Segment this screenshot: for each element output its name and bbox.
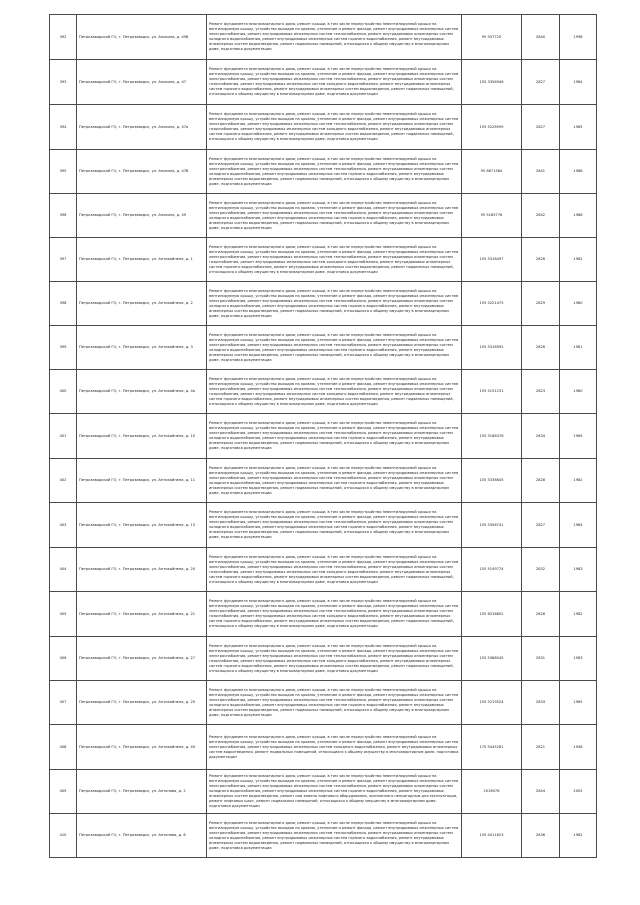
row-cost: 175 5445281 (462, 725, 522, 770)
row-code: 2836 (522, 814, 560, 858)
table-row (50, 282, 597, 326)
table-row (50, 814, 597, 858)
row-code: 2833 (522, 681, 560, 725)
row-works: Ремонт фундамента многоквартирного дома, ремонт крыши, в том числе переустройство невентилируемой крыши на вентилируемую крышу, устройство выходов на кровлю, утепление и ремонт фасада, ремонт внутридомовых инженерных систем электроснабжения, ремонт внутридомовых инженерных систем теплоснабжения, ремонт внутридомовых инженерных систем холодного водоснабжения, ремонт внутридомовых инженерных систем горячего водоснабжения, ремонт внутридомовых инженерных систем водоотведения, ремонт подвальных помещений, относящихся к общему имуществу в многоквартирном доме, подготовка документации (207, 414, 462, 459)
row-number: 400 (50, 370, 77, 414)
row-number: 404 (50, 548, 77, 592)
row-number: 401 (50, 414, 77, 459)
table-row (50, 770, 597, 814)
repair-program-table (49, 14, 597, 858)
row-address: Петрозаводский ГО, г. Петрозаводск, ул. Анохина, д. 47 (77, 60, 207, 105)
row-works: Ремонт фундамента многоквартирного дома, ремонт крыши, в том числе переустройство невентилируемой крыши на вентилируемую крышу, устройство выходов на кровлю, утепление и ремонт фасада, ремонт внутридомовых инженерных систем электроснабжения, ремонт внутридомовых инженерных систем теплоснабжения, ремонт внутридомовых инженерных систем холодного водоснабжения, ремонт внутридомовых инженерных систем горячего водоснабжения, ремонт внутридомовых инженерных систем водоотведения, ремонт подвальных помещений, относящихся к общему имуществу в многоквартирном доме, подготовка документации (207, 503, 462, 548)
table-body (50, 15, 597, 858)
row-works: Ремонт фундамента многоквартирного дома, ремонт крыши, в том числе переустройство невентилируемой крыши на вентилируемую крышу, устройство выходов на кровлю, утепление и ремонт фасада, ремонт внутридомовых инженерных систем электроснабжения, ремонт внутридомовых инженерных систем теплоснабжения, ремонт внутридомовых инженерных систем газоснабжения, ремонт внутридомовых инженерных систем холодного водоснабжения, ремонт внутридомовых инженерных систем горячего водоснабжения, ремонт внутридомовых инженерных систем водоотведения, ремонт подвальных помещений, относящихся к общему имуществу в многоквартирном доме, подготовка документации (207, 548, 462, 592)
row-number: 398 (50, 282, 77, 326)
row-cost: 155 5316497 (462, 238, 522, 282)
row-code: 2826 (522, 326, 560, 370)
row-address: Петрозаводский ГО, г. Петрозаводск, ул. Антикайнена, д. 10 (77, 414, 207, 459)
row-cost: 155 5219524 (462, 681, 522, 725)
row-address: Петрозаводский ГО, г. Петрозаводск, ул. Антикайнена, д. 1 (77, 238, 207, 282)
row-cost: 155 4411623 (462, 814, 522, 858)
table-row (50, 503, 597, 548)
row-works: Ремонт фундамента многоквартирного дома, ремонт крыши, в том числе переустройство невентилируемой крыши на вентилируемую крышу, устройство выходов на кровлю, утепление и ремонт фасада, ремонт внутридомовых инженерных систем электроснабжения, ремонт внутридомовых инженерных систем теплоснабжения, ремонт внутридомовых инженерных систем холодного водоснабжения, ремонт внутридомовых инженерных систем горячего водоснабжения, ремонт внутридомовых инженерных систем водоотведения, ремонт подвальных помещений, относящихся к общему имуществу в многоквартирном доме, подготовка документации (207, 150, 462, 194)
row-works: Ремонт фундамента многоквартирного дома, ремонт крыши, в том числе переустройство невентилируемой крыши на вентилируемую крышу, устройство выходов на кровлю, утепление и ремонт фасада, ремонт внутридомовых инженерных систем электроснабжения, ремонт внутридомовых инженерных систем холодного водоснабжения, ремонт внутридомовых инженерных систем водоотведения, ремонт подвальных помещений, относящихся к общему имуществу в многоквартирном доме, подготовка документации (207, 725, 462, 770)
row-code: 2826 (522, 238, 560, 282)
row-works: Ремонт фундамента многоквартирного дома, ремонт крыши, в том числе переустройство невентилируемой крыши на вентилируемую крышу, устройство выходов на кровлю, утепление и ремонт фасада, ремонт внутридомовых инженерных систем электроснабжения, ремонт внутридомовых инженерных систем теплоснабжения, ремонт внутридомовых инженерных систем холодного водоснабжения, ремонт внутридомовых инженерных систем горячего водоснабжения, ремонт внутридомовых инженерных систем водоотведения, ремонт подвальных помещений, относящихся к общему имуществу в многоквартирном доме, подготовка документации (207, 681, 462, 725)
row-address: Петрозаводский ГО, г. Петрозаводск, ул. Антикайнена, д. 49 (77, 725, 207, 770)
table-row (50, 60, 597, 105)
row-year: 1984 (560, 503, 597, 548)
row-year: 1983 (560, 637, 597, 681)
row-year: 1982 (560, 459, 597, 503)
row-cost: 155 5149774 (462, 548, 522, 592)
row-code: 2841 (522, 150, 560, 194)
row-number: 410 (50, 814, 77, 858)
row-works: Ремонт фундамента многоквартирного дома, ремонт крыши, в том числе переустройство невентилируемой крыши на вентилируемую крышу, устройство выходов на кровлю, утепление и ремонт фасада, ремонт внутридомовых инженерных систем электроснабжения, ремонт внутридомовых инженерных систем теплоснабжения, ремонт внутридомовых инженерных систем холодного водоснабжения, ремонт внутридомовых инженерных систем горячего водоснабжения, ремонт внутридомовых инженерных систем водоотведения, ремонт подвальных помещений, относящихся к общему имуществу в многоквартирном доме, подготовка документации (207, 15, 462, 60)
row-year: 1965 (560, 681, 597, 725)
row-address: Петрозаводский ГО, г. Петрозаводск, ул. Анохина, д. 47а (77, 105, 207, 150)
row-address: Петрозаводский ГО, г. Петрозаводск, ул. Антикайнена, д. 2 (77, 282, 207, 326)
table-row (50, 592, 597, 637)
row-code: 2828 (522, 459, 560, 503)
row-number: 405 (50, 592, 77, 637)
row-cost: 155 5221475 (462, 282, 522, 326)
row-year: 1965 (560, 414, 597, 459)
row-cost: 155 3356946 (462, 60, 522, 105)
row-number: 407 (50, 681, 77, 725)
table-row (50, 15, 597, 60)
row-works: Ремонт фундамента многоквартирного дома, ремонт крыши, в том числе переустройство невентилируемой крыши на вентилируемую крышу, устройство выходов на кровлю, утепление и ремонт фасада, ремонт внутридомовых инженерных систем электроснабжения, ремонт внутридомовых инженерных систем теплоснабжения, ремонт внутридомовых инженерных систем холодного водоснабжения, ремонт внутридомовых инженерных систем горячего водоснабжения, ремонт внутридомовых инженерных систем водоотведения, ремонт подвальных помещений, относящихся к общему имуществу в многоквартирном доме, подготовка документации (207, 282, 462, 326)
row-year: 1998 (560, 15, 597, 60)
row-code: 2831 (522, 637, 560, 681)
row-cost: 95 5185776 (462, 194, 522, 238)
row-year: 1986 (560, 150, 597, 194)
row-year: 1980 (560, 282, 597, 326)
row-cost: 155 5336845 (462, 459, 522, 503)
row-address: Петрозаводский ГО, г. Петрозаводск, ул. Антикайнена, д. 4а (77, 370, 207, 414)
row-works: Ремонт фундамента многоквартирного дома, ремонт крыши, в том числе переустройство невентилируемой крыши на вентилируемую крышу, устройство выходов на кровлю, утепление и ремонт фасада, ремонт внутридомовых инженерных систем электроснабжения, ремонт внутридомовых инженерных систем теплоснабжения, ремонт внутридомовых инженерных систем холодного водоснабжения, ремонт внутридомовых инженерных систем горячего водоснабжения, ремонт внутридомовых инженерных систем водоотведения, ремонт подвальных помещений, относящихся к общему имуществу в многоквартирном доме, подготовка документации (207, 194, 462, 238)
table-row (50, 414, 597, 459)
row-year: 1948 (560, 725, 597, 770)
row-address: Петрозаводский ГО, г. Петрозаводск, ул. Антикайнена, д. 20 (77, 548, 207, 592)
row-address: Петрозаводский ГО, г. Петрозаводск, ул. Антикайнена, д. 27 (77, 637, 207, 681)
row-works: Ремонт фундамента многоквартирного дома, ремонт крыши, в том числе переустройство невентилируемой крыши на вентилируемую крышу, устройство выходов на кровлю, утепление и ремонт фасада, ремонт внутридомовых инженерных систем электроснабжения, ремонт внутридомовых инженерных систем теплоснабжения, ремонт внутридомовых инженерных систем холодного водоснабжения, ремонт внутридомовых инженерных систем горячего водоснабжения, ремонт внутридомовых инженерных систем водоотведения, ремонт или замена лифтового оборудования, признанного непригодным для эксплуатации, ремонт лифтовых шахт, ремонт подвальных помещений, относящихся к общему имуществу в многоквартирном доме, подготовка документации (207, 770, 462, 814)
row-address: Петрозаводский ГО, г. Петрозаводск, ул. Антонова, д. 2 (77, 770, 207, 814)
row-works: Ремонт фундамента многоквартирного дома, ремонт крыши, в том числе переустройство невентилируемой крыши на вентилируемую крышу, устройство выходов на кровлю, утепление и ремонт фасада, ремонт внутридомовых инженерных систем электроснабжения, ремонт внутридомовых инженерных систем теплоснабжения, ремонт внутридомовых инженерных систем газоснабжения, ремонт внутридомовых инженерных систем холодного водоснабжения, ремонт внутридомовых инженерных систем горячего водоснабжения, ремонт внутридомовых инженерных систем водоотведения, ремонт подвальных помещений, относящихся к общему имуществу в многоквартирном доме, подготовка документации (207, 238, 462, 282)
row-code: 2834 (522, 414, 560, 459)
row-year: 1982 (560, 592, 597, 637)
row-cost: 155 5368045 (462, 637, 522, 681)
row-cost: 95 937725 (462, 15, 522, 60)
row-works: Ремонт фундамента многоквартирного дома, ремонт крыши, в том числе переустройство невентилируемой крыши на вентилируемую крышу, устройство выходов на кровлю, утепление и ремонт фасада, ремонт внутридомовых инженерных систем электроснабжения, ремонт внутридомовых инженерных систем теплоснабжения, ремонт внутридомовых инженерных систем газоснабжения, ремонт внутридомовых инженерных систем холодного водоснабжения, ремонт внутридомовых инженерных систем горячего водоснабжения, ремонт внутридомовых инженерных систем водоотведения, ремонт подвальных помещений, относящихся к общему имуществу в многоквартирном доме, подготовка документации (207, 105, 462, 150)
row-address: Петрозаводский ГО, г. Петрозаводск, ул. Анохина, д. 49 (77, 194, 207, 238)
row-cost: 155 5168376 (462, 414, 522, 459)
table-row (50, 459, 597, 503)
row-year: 1984 (560, 60, 597, 105)
table-row (50, 725, 597, 770)
row-number: 393 (50, 60, 77, 105)
table-row (50, 681, 597, 725)
row-number: 396 (50, 194, 77, 238)
row-year: 1985 (560, 105, 597, 150)
row-works: Ремонт фундамента многоквартирного дома, ремонт крыши, в том числе переустройство невентилируемой крыши на вентилируемую крышу, устройство выходов на кровлю, утепление и ремонт фасада, ремонт внутридомовых инженерных систем электроснабжения, ремонт внутридомовых инженерных систем теплоснабжения, ремонт внутридомовых инженерных систем газоснабжения, ремонт внутридомовых инженерных систем холодного водоснабжения, ремонт внутридомовых инженерных систем горячего водоснабжения, ремонт внутридомовых инженерных систем водоотведения, ремонт подвальных помещений, относящихся к общему имуществу в многоквартирном доме, подготовка документации (207, 60, 462, 105)
row-number: 397 (50, 238, 77, 282)
row-address: Петрозаводский ГО, г. Петрозаводск, ул. Антонова, д. 6 (77, 814, 207, 858)
table-row (50, 105, 597, 150)
row-code: 2842 (522, 194, 560, 238)
table-row (50, 150, 597, 194)
row-year: 1986 (560, 194, 597, 238)
row-code: 2827 (522, 105, 560, 150)
row-number: 402 (50, 459, 77, 503)
table-row (50, 326, 597, 370)
row-works: Ремонт фундамента многоквартирного дома, ремонт крыши, в том числе переустройство невентилируемой крыши на вентилируемую крышу, устройство выходов на кровлю, утепление и ремонт фасада, ремонт внутридомовых инженерных систем электроснабжения, ремонт внутридомовых инженерных систем теплоснабжения, ремонт внутридомовых инженерных систем холодного водоснабжения, ремонт внутридомовых инженерных систем горячего водоснабжения, ремонт внутридомовых инженерных систем водоотведения, ремонт подвальных помещений, относящихся к общему имуществу в многоквартирном доме, подготовка документации (207, 814, 462, 858)
row-number: 394 (50, 105, 77, 150)
row-code: 2844 (522, 770, 560, 814)
row-address: Петрозаводский ГО, г. Петрозаводск, ул. Антикайнена, д. 11 (77, 459, 207, 503)
row-year: 1982 (560, 238, 597, 282)
row-number: 408 (50, 725, 77, 770)
table-row (50, 548, 597, 592)
table-row (50, 370, 597, 414)
row-number: 395 (50, 150, 77, 194)
row-code: 2829 (522, 282, 560, 326)
row-year: 1983 (560, 548, 597, 592)
row-address: Петрозаводский ГО, г. Петрозаводск, ул. Антикайнена, д. 13 (77, 503, 207, 548)
row-works: Ремонт фундамента многоквартирного дома, ремонт крыши, в том числе переустройство невентилируемой крыши на вентилируемую крышу, устройство выходов на кровлю, утепление и ремонт фасада, ремонт внутридомовых инженерных систем электроснабжения, ремонт внутридомовых инженерных систем теплоснабжения, ремонт внутридомовых инженерных систем холодного водоснабжения, ремонт внутридомовых инженерных систем горячего водоснабжения, ремонт внутридомовых инженерных систем водоотведения, ремонт подвальных помещений, относящихся к общему имуществу в многоквартирном доме, подготовка документации (207, 326, 462, 370)
row-works: Ремонт фундамента многоквартирного дома, ремонт крыши, в том числе переустройство невентилируемой крыши на вентилируемую крышу, устройство выходов на кровлю, утепление и ремонт фасада, ремонт внутридомовых инженерных систем электроснабжения, ремонт внутридомовых инженерных систем теплоснабжения, ремонт внутридомовых инженерных систем газоснабжения, ремонт внутридомовых инженерных систем холодного водоснабжения, ремонт внутридомовых инженерных систем горячего водоснабжения, ремонт внутридомовых инженерных систем водоотведения, ремонт подвальных помещений, относящихся к общему имуществу в многоквартирном доме, подготовка документации (207, 637, 462, 681)
table-row (50, 637, 597, 681)
document-page (49, 14, 596, 858)
row-number: 392 (50, 15, 77, 60)
row-code: 2832 (522, 548, 560, 592)
table-row (50, 194, 597, 238)
row-cost: 155 5316992 (462, 326, 522, 370)
table-row (50, 238, 597, 282)
row-number: 403 (50, 503, 77, 548)
row-number: 406 (50, 637, 77, 681)
row-code: 2840 (522, 15, 560, 60)
row-year: 1981 (560, 326, 597, 370)
row-works: Ремонт фундамента многоквартирного дома, ремонт крыши, в том числе переустройство невентилируемой крыши на вентилируемую крышу, устройство выходов на кровлю, утепление и ремонт фасада, ремонт внутридомовых инженерных систем электроснабжения, ремонт внутридомовых инженерных систем теплоснабжения, ремонт внутридомовых инженерных систем газоснабжения, ремонт внутридомовых инженерных систем холодного водоснабжения, ремонт внутридомовых инженерных систем горячего водоснабжения, ремонт внутридомовых инженерных систем водоотведения, ремонт подвальных помещений, относящихся к общему имуществу в многоквартирном доме, подготовка документации (207, 592, 462, 637)
row-year: 2005 (560, 770, 597, 814)
row-address: Петрозаводский ГО, г. Петрозаводск, ул. Анохина, д. 47б (77, 150, 207, 194)
row-code: 2827 (522, 503, 560, 548)
row-cost: 155 5151231 (462, 370, 522, 414)
row-address: Петрозаводский ГО, г. Петрозаводск, ул. Антикайнена, д. 3 (77, 326, 207, 370)
row-code: 2827 (522, 60, 560, 105)
row-works: Ремонт фундамента многоквартирного дома, ремонт крыши, в том числе переустройство невентилируемой крыши на вентилируемую крышу, устройство выходов на кровлю, утепление и ремонт фасада, ремонт внутридомовых инженерных систем электроснабжения, ремонт внутридомовых инженерных систем теплоснабжения, ремонт внутридомовых инженерных систем холодного водоснабжения, ремонт внутридомовых инженерных систем горячего водоснабжения, ремонт внутридомовых инженерных систем водоотведения, ремонт подвальных помещений, относящихся к общему имуществу в многоквартирном доме, подготовка документации (207, 459, 462, 503)
row-address: Петрозаводский ГО, г. Петрозаводск, ул. Антикайнена, д. 21 (77, 592, 207, 637)
row-number: 399 (50, 326, 77, 370)
row-address: Петрозаводский ГО, г. Петрозаводск, ул. Антикайнена, д. 29 (77, 681, 207, 725)
row-code: 2826 (522, 592, 560, 637)
row-cost: 155 5356741 (462, 503, 522, 548)
row-cost: 95 6671584 (462, 150, 522, 194)
row-code: 2821 (522, 725, 560, 770)
row-code: 2823 (522, 370, 560, 414)
row-works: Ремонт фундамента многоквартирного дома, ремонт крыши, в том числе переустройство невентилируемой крыши на вентилируемую крышу, устройство выходов на кровлю, утепление и ремонт фасада, ремонт внутридомовых инженерных систем электроснабжения, ремонт внутридомовых инженерных систем теплоснабжения, ремонт внутридомовых инженерных систем газоснабжения, ремонт внутридомовых инженерных систем холодного водоснабжения, ремонт внутридомовых инженерных систем горячего водоснабжения, ремонт внутридомовых инженерных систем водоотведения, ремонт подвальных помещений, относящихся к общему имуществу в многоквартирном доме, подготовка документации (207, 370, 462, 414)
row-cost: 2016078 (462, 770, 522, 814)
row-year: 1982 (560, 814, 597, 858)
row-number: 409 (50, 770, 77, 814)
row-cost: 155 6316802 (462, 592, 522, 637)
row-year: 1980 (560, 370, 597, 414)
row-cost: 155 5226599 (462, 105, 522, 150)
row-address: Петрозаводский ГО, г. Петрозаводск, ул. Анохина, д. 45б (77, 15, 207, 60)
